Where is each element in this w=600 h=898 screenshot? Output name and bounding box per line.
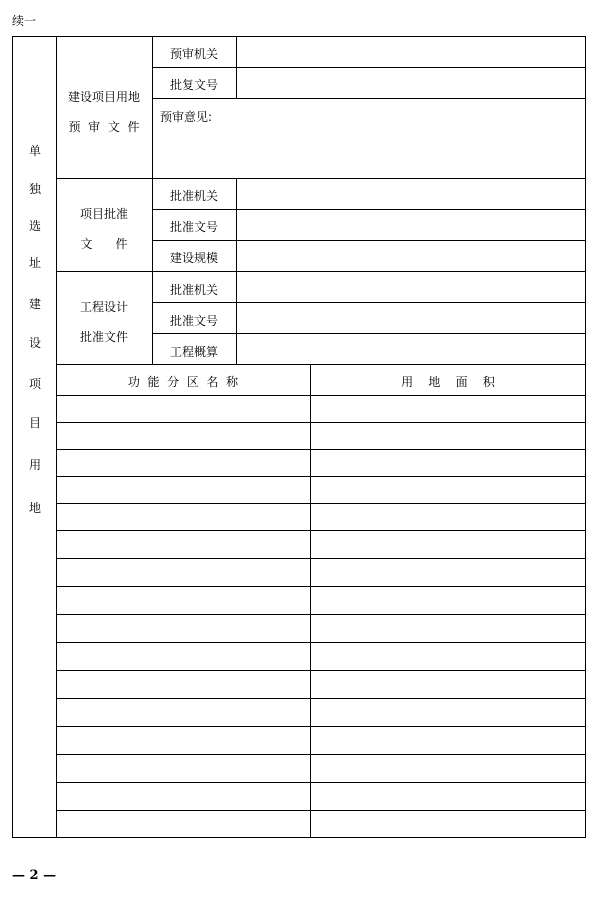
left-char: 项 bbox=[28, 377, 42, 391]
left-char: 独 bbox=[28, 182, 42, 196]
left-char: 用 bbox=[28, 458, 42, 472]
page-number: — 2 — bbox=[12, 868, 57, 883]
engineering-design-authority-label: 批准机关 bbox=[169, 283, 219, 297]
preliminary-authority-label: 预审机关 bbox=[169, 47, 219, 61]
preliminary-doc-number-label: 批复文号 bbox=[169, 78, 219, 92]
project-approval-label-line1: 项目批准 bbox=[79, 207, 129, 221]
project-approval-authority-label: 批准机关 bbox=[169, 189, 219, 203]
functional-zone-name-header: 功 能 分 区 名 称 bbox=[127, 375, 239, 389]
left-char: 单 bbox=[28, 144, 42, 158]
left-char: 建 bbox=[28, 297, 42, 311]
continuation-label: 续一 bbox=[12, 14, 37, 28]
left-char: 目 bbox=[28, 416, 42, 430]
left-char: 选 bbox=[28, 219, 42, 233]
left-char: 设 bbox=[28, 336, 42, 350]
preliminary-opinion-label: 预审意见: bbox=[160, 110, 213, 124]
engineering-design-label-line1: 工程设计 bbox=[79, 300, 129, 314]
land-area-header: 用 地 面 积 bbox=[401, 375, 495, 389]
project-approval-scale-label: 建设规模 bbox=[169, 251, 219, 265]
engineering-design-label-line2: 批准文件 bbox=[79, 330, 129, 344]
engineering-design-budget-label: 工程概算 bbox=[169, 345, 219, 359]
project-approval-doc-number-label: 批准文号 bbox=[169, 220, 219, 234]
engineering-design-doc-number-label: 批准文号 bbox=[169, 314, 219, 328]
project-approval-label-line2: 文 件 bbox=[80, 237, 128, 251]
preliminary-label-line2: 预 审 文 件 bbox=[68, 120, 140, 134]
preliminary-label-line1: 建设项目用地 bbox=[67, 90, 141, 104]
left-char: 地 bbox=[28, 501, 42, 515]
left-char: 址 bbox=[28, 256, 42, 270]
